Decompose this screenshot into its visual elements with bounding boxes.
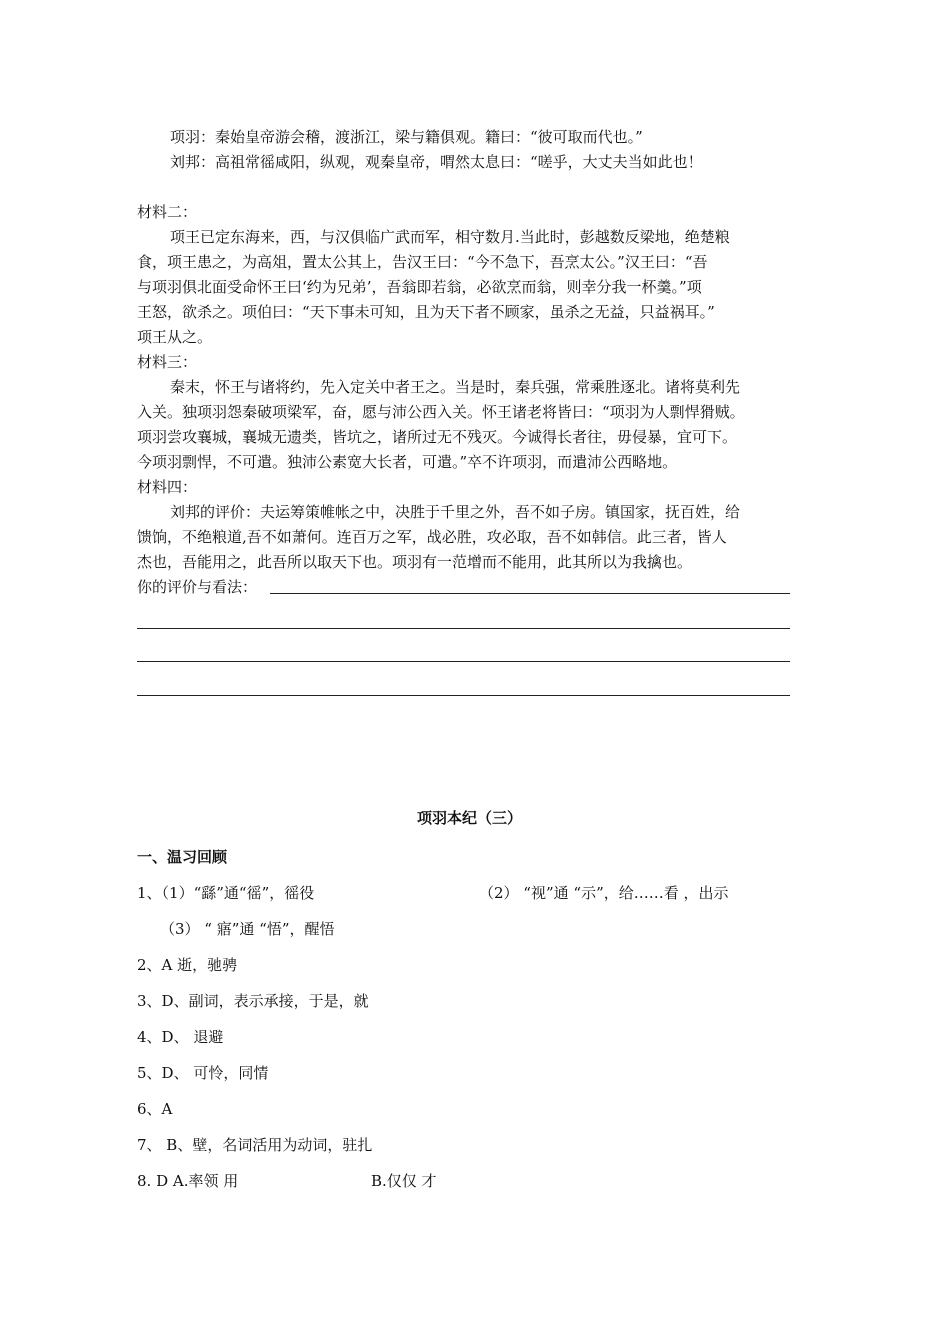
material-intro-liubang: 刘邦：高祖常徭咸阳，纵观，观秦皇帝，喟然太息曰：“嗟乎，大丈夫当如此也！ [170, 153, 703, 171]
answer-q1: 1、（1）“繇”通“徭”，徭役 [137, 884, 315, 902]
material-three-line: 项羽尝攻襄城，襄城无遗类，皆坑之，诸所过无不残灭。今诚得长者往，毋侵暴，宜可下。 [137, 428, 738, 446]
answers-title: 项羽本纪（三） [417, 809, 523, 827]
opinion-label: 你的评价与看法： [137, 578, 258, 596]
answer-line[interactable] [137, 695, 790, 696]
material-three-line: 秦末，怀王与诸将约，先入定关中者王之。当是时，秦兵强，常乘胜逐北。诸将莫利先 [170, 378, 741, 396]
answer-line[interactable] [137, 628, 790, 629]
answer-q7: 7、 B、壁，名词活用为动词，驻扎 [137, 1136, 373, 1154]
answer-q8: 8. D A.率领 用 [137, 1172, 239, 1190]
material-four-line: 刘邦的评价：夫运筹策帷帐之中，决胜于千里之外，吾不如子房。镇国家，抚百姓，给 [170, 503, 741, 521]
material-two-line: 食，项王患之，为高俎，置太公其上，告汉王曰：“今不急下，吾烹太公。”汉王曰：“吾 [137, 253, 708, 271]
material-three-label: 材料三： [137, 353, 198, 371]
answer-q2: 2、A 逝，驰骋 [137, 956, 238, 974]
answer-q8-part2: B.仅仅 才 [371, 1172, 437, 1190]
material-two-line: 项王已定东海来，西，与汉俱临广武而军，相守数月.当此时，彭越数反梁地，绝楚粮 [170, 228, 730, 246]
material-three-line: 入关。独项羽怨秦破项梁军，奋，愿与沛公西入关。怀王诸老将皆曰：“项羽为人剽悍猾贼。 [137, 403, 745, 421]
material-two-line: 与项羽俱北面受命怀王曰‘约为兄弟’，吾翁即若翁，必欲烹而翁，则幸分我一杯羹。”项 [137, 278, 702, 296]
material-four-label: 材料四： [137, 478, 198, 496]
answer-q4: 4、D、 退避 [137, 1028, 224, 1046]
material-three-line: 今项羽剽悍，不可遣。独沛公素宽大长者，可遣。”卒不许项羽，而遣沛公西略地。 [137, 453, 678, 471]
answer-q3: 3、D、副词，表示承接，于是，就 [137, 992, 369, 1010]
answer-q1-part3: （3） “ 寤”通 “悟”，醒悟 [160, 920, 335, 938]
answer-line[interactable] [270, 593, 790, 594]
answer-q1-part2: （2） “视”通 “示”，给……看 ，出示 [479, 884, 729, 902]
section-heading: 一、温习回顾 [137, 848, 228, 866]
answer-q5: 5、D、 可怜，同情 [137, 1064, 269, 1082]
answer-q6: 6、A [137, 1100, 173, 1118]
answer-line[interactable] [137, 661, 790, 662]
material-four-line: 馈饷，不绝粮道,吾不如萧何。连百万之军，战必胜，攻必取，吾不如韩信。此三者，皆人 [137, 528, 727, 546]
material-intro-xiangyu: 项羽：秦始皇帝游会稽，渡浙江，梁与籍俱观。籍曰：“彼可取而代也。” [170, 128, 643, 146]
material-two-line: 项王从之。 [137, 328, 213, 346]
material-two-label: 材料二： [137, 203, 198, 221]
material-four-line: 杰也，吾能用之，此吾所以取天下也。项羽有一范增而不能用，此其所以为我擒也。 [137, 553, 693, 571]
material-two-line: 王怒，欲杀之。项伯曰：“天下事未可知，且为天下者不顾家，虽杀之无益，只益祸耳。” [137, 303, 715, 321]
